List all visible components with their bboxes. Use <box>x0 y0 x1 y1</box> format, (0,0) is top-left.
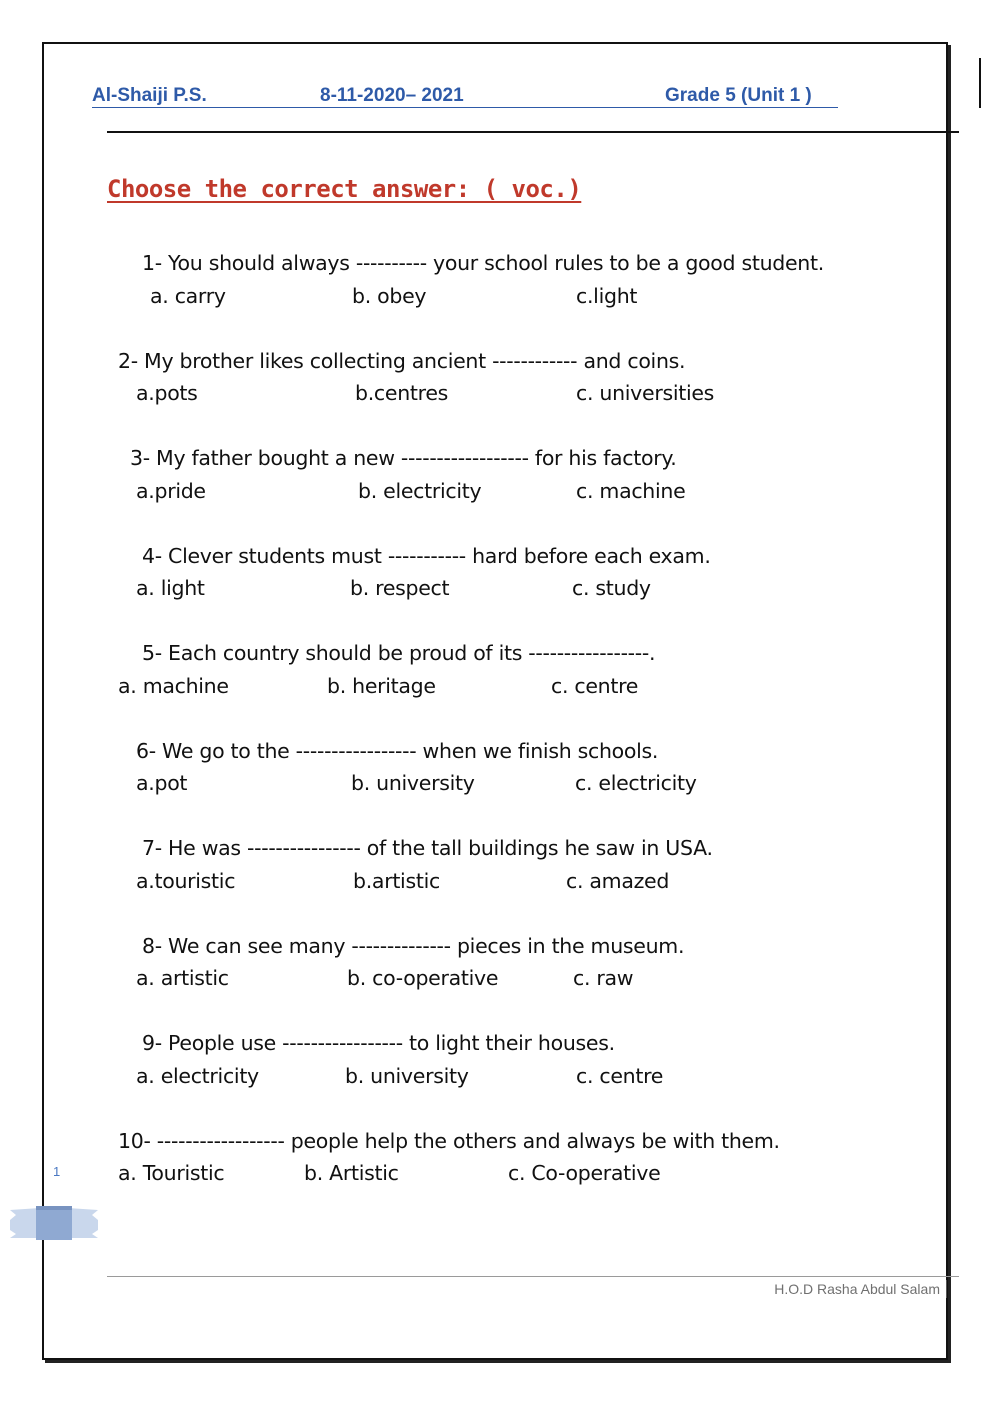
question-3: 3- My father bought a new ------------------ for his factory. <box>130 446 677 470</box>
question-9: 9- People use ----------------- to light their houses. <box>142 1031 615 1055</box>
question-6: 6- We go to the ----------------- when we finish schools. <box>136 739 659 763</box>
question-10-option-b: b. Artistic <box>304 1161 399 1185</box>
school-name: Al-Shaiji P.S. <box>92 85 207 106</box>
question-8-option-a: a. artistic <box>136 966 229 990</box>
corner-mark <box>979 58 981 108</box>
question-4: 4- Clever students must ----------- hard before each exam. <box>142 544 711 568</box>
question-9-option-a: a. electricity <box>136 1064 259 1088</box>
question-6-option-b: b. university <box>351 771 475 795</box>
question-5-option-b: b. heritage <box>327 674 436 698</box>
page-number: 1 <box>53 1164 61 1179</box>
question-9-option-b: b. university <box>345 1064 469 1088</box>
question-1-option-a: a. carry <box>150 284 226 308</box>
question-3-option-b: b. electricity <box>358 479 482 503</box>
ribbon-decoration <box>10 1206 98 1240</box>
question-4-option-c: c. study <box>572 576 651 600</box>
question-4-option-b: b. respect <box>350 576 450 600</box>
question-5-option-c: c. centre <box>551 674 639 698</box>
question-8-option-c: c. raw <box>573 966 634 990</box>
question-7-option-a: a.touristic <box>136 869 236 893</box>
question-8: 8- We can see many -------------- pieces in the museum. <box>142 934 685 958</box>
footer-divider <box>107 1276 959 1277</box>
question-9-option-c: c. centre <box>576 1064 664 1088</box>
worksheet-title: Choose the correct answer: ( voc.) <box>107 175 582 203</box>
question-3-option-a: a.pride <box>136 479 206 503</box>
question-2: 2- My brother likes collecting ancient ------------ and coins. <box>118 349 686 373</box>
header-grade: Grade 5 (Unit 1 ) <box>665 85 812 106</box>
header-divider <box>107 131 959 133</box>
footer-separator <box>946 1280 947 1298</box>
question-6-option-c: c. electricity <box>575 771 697 795</box>
question-5: 5- Each country should be proud of its -----------------. <box>142 641 656 665</box>
question-2-option-a: a.pots <box>136 381 198 405</box>
footer-author: H.O.D Rasha Abdul Salam <box>774 1281 940 1297</box>
question-1: 1- You should always ---------- your school rules to be a good student. <box>142 251 824 275</box>
question-6-option-a: a.pot <box>136 771 188 795</box>
question-5-option-a: a. machine <box>118 674 229 698</box>
question-1-option-b: b. obey <box>352 284 427 308</box>
question-2-option-c: c. universities <box>576 381 715 405</box>
header-underline <box>92 107 838 108</box>
question-4-option-a: a. light <box>136 576 205 600</box>
question-2-option-b: b.centres <box>355 381 449 405</box>
question-7-option-c: c. amazed <box>566 869 670 893</box>
question-10: 10- ------------------ people help the others and always be with them. <box>118 1129 780 1153</box>
question-7-option-b: b.artistic <box>353 869 440 893</box>
question-10-option-a: a. Touristic <box>118 1161 225 1185</box>
question-1-option-c: c.light <box>576 284 638 308</box>
header-date: 8-11-2020– 2021 <box>320 85 464 106</box>
question-7: 7- He was ---------------- of the tall buildings he saw in USA. <box>142 836 713 860</box>
question-3-option-c: c. machine <box>576 479 686 503</box>
question-8-option-b: b. co-operative <box>347 966 499 990</box>
question-10-option-c: c. Co-operative <box>508 1161 661 1185</box>
